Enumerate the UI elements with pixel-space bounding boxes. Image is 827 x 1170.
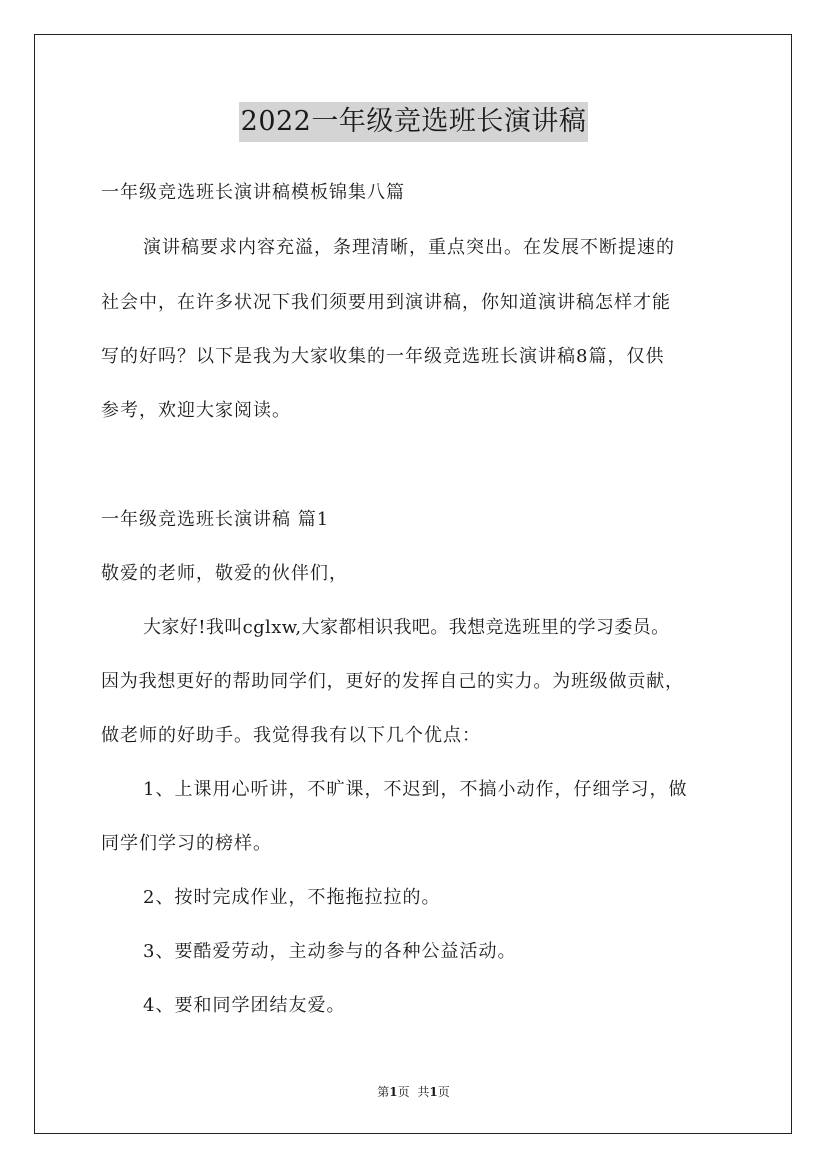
total-pages: 1 — [429, 1085, 438, 1099]
page-number: 1 — [389, 1085, 398, 1099]
title-container — [0, 102, 827, 142]
list-item: 2、按时完成作业，不拖拖拉拉的。 — [143, 887, 441, 908]
paragraph-line: 大家好!我叫cglxw,大家都相识我吧。我想竞选班里的学习委员。 — [143, 617, 670, 638]
section-heading: 一年级竞选班长演讲稿 篇1 — [101, 509, 330, 530]
paragraph-line: 演讲稿要求内容充溢，条理清晰，重点突出。在发展不断提速的 — [143, 237, 675, 258]
total-suffix: 页 — [437, 1085, 450, 1099]
document-title: 2022一年级竞选班长演讲稿 — [239, 102, 589, 142]
total-prefix: 共 — [417, 1085, 430, 1099]
page-footer — [0, 1084, 827, 1100]
paragraph-line: 社会中，在许多状况下我们须要用到演讲稿，你知道演讲稿怎样才能 — [101, 292, 671, 313]
list-item: 4、要和同学团结友爱。 — [143, 995, 346, 1016]
list-item: 3、要酷爱劳动，主动参与的各种公益活动。 — [143, 941, 517, 962]
subtitle: 一年级竞选班长演讲稿模板锦集八篇 — [101, 182, 405, 203]
paragraph-line: 因为我想更好的帮助同学们，更好的发挥自己的实力。为班级做贡献， — [101, 671, 684, 692]
page-suffix: 页 — [397, 1085, 410, 1099]
paragraph-line: 同学们学习的榜样。 — [101, 833, 272, 854]
salutation: 敬爱的老师，敬爱的伙伴们， — [101, 563, 348, 584]
page-prefix: 第 — [377, 1085, 390, 1099]
paragraph-line: 写的好吗？以下是我为大家收集的一年级竞选班长演讲稿8篇，仅供 — [101, 346, 665, 367]
list-item: 1、上课用心听讲，不旷课，不迟到，不搞小动作，仔细学习，做 — [143, 779, 688, 800]
paragraph-line: 参考，欢迎大家阅读。 — [101, 400, 291, 421]
paragraph-line: 做老师的好助手。我觉得我有以下几个优点： — [101, 725, 481, 746]
